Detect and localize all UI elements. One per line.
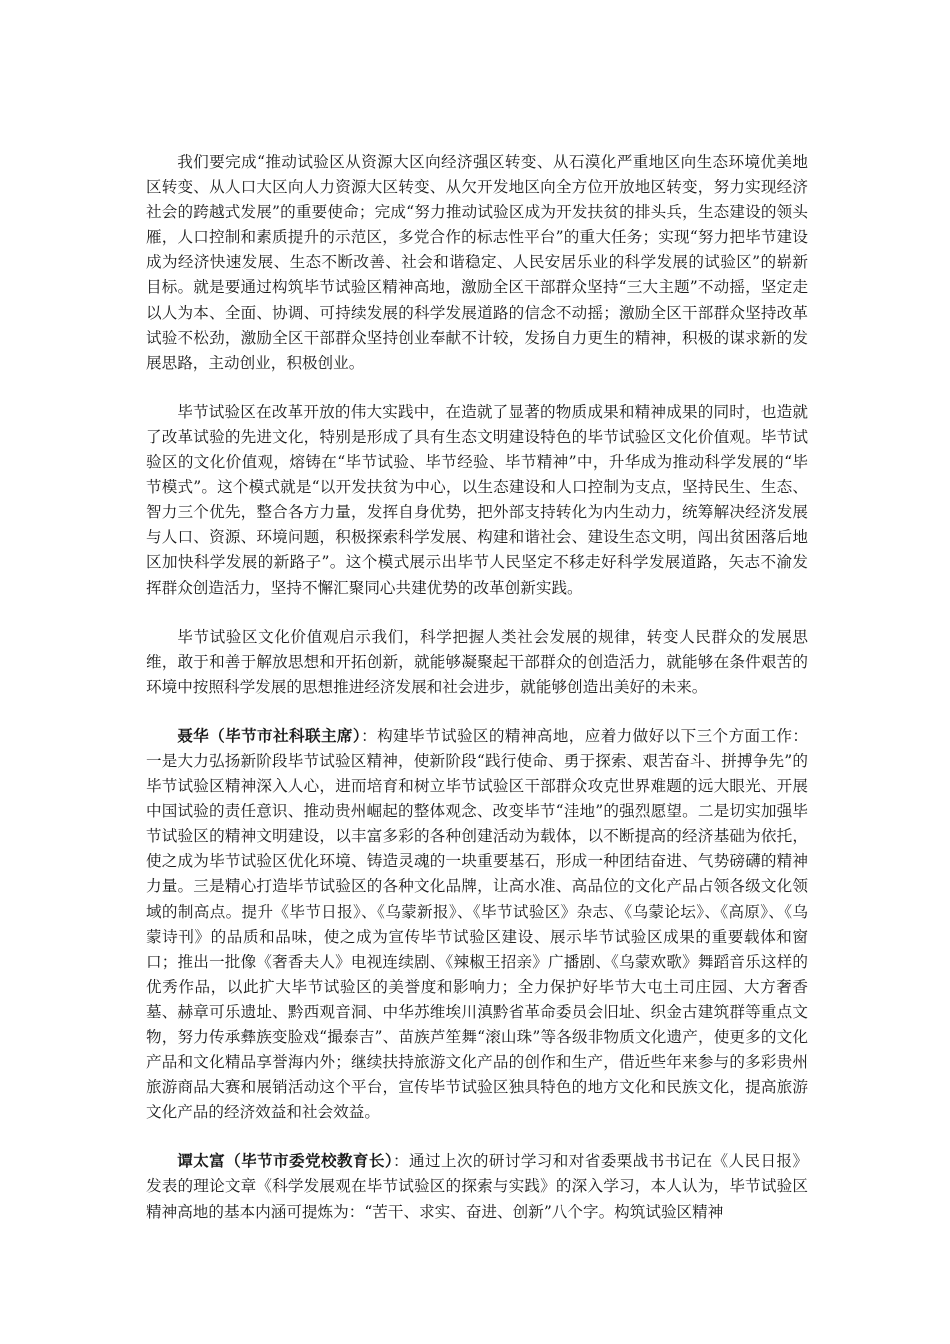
paragraph-text: ：构建毕节试验区的精神高地，应着力做好以下三个方面工作：一是大力弘扬新阶段毕节试验区精神，使新阶段“践行使命、勇于探索、艰苦奋斗、拼搏争先”的毕节试验区精神深入人心，进而培育和树立毕节试验区干部群众攻克世界难题的远大眼光、开展中国试验的责任意识、推动贵州崛起的整体观念、改变毕节“洼地”的强烈愿望。二是切实加强毕节试验区的精神文明建设，以丰富多彩的各种创建活动为载体，以不断提高的经济基础为依托，使之成为毕节试验区优化环境、铸造灵魂的一块重要基石，形成一种团结奋进、气势磅礴的精神力量。三是精心打造毕节试验区的各种文化品牌，让高水准、高品位的文化产品占领各级文化领域的制高点。提升《毕节日报》、《乌蒙新报》、《毕节试验区》杂志、《乌蒙论坛》、《高原》、《乌蒙诗刊》的品质和品味，使之成为宣传毕节试验区建设、展示毕节试验区成果的重要载体和窗口；推出一批像《奢香夫人》电视连续剧、《辣椒王招亲》广播剧、《乌蒙欢歌》舞蹈音乐这样的优秀作品，以此扩大毕节试验区的美誉度和影响力；全力保护好毕节大屯土司庄园、大方奢香墓、赫章可乐遗址、黔西观音洞、中华苏维埃川滇黔省革命委员会旧址、织金古建筑群等重点文物，努力传承彝族变脸戏“撮泰吉”、苗族芦笙舞“滚山珠”等各级非物质文化遗产，使更多的文化产品和文化精品享誉海内外；继续扶持旅游文化产品的创作和生产，借近些年来参与的多彩贵州旅游商品大赛和展销活动这个平台，宣传毕节试验区独具特色的地方文化和民族文化，提高旅游文化产品的经济效益和社会效益。 (146, 726, 808, 1122)
speaker-name: 谭太富（毕节市委党校教育长） (177, 1152, 394, 1171)
paragraph-mission (146, 150, 808, 376)
speaker-name: 聂华（毕节市社科联主席） (177, 726, 362, 745)
paragraph-inspiration (146, 625, 808, 700)
paragraph-text: 毕节试验区在改革开放的伟大实践中，在造就了显著的物质成果和精神成果的同时，也造就了改革试验的先进文化，特别是形成了具有生态文明建设特色的毕节试验区文化价值观。毕节试验区的文化价值观，熔铸在“毕节试验、毕节经验、毕节精神”中，升华成为推动科学发展的“毕节模式”。这个模式就是“以开发扶贫为中心，以生态建设和人口控制为支点，坚持民生、生态、智力三个优先，整合各方力量，发挥自身优势，把外部支持转化为内生动力，统筹解决经济发展与人口、资源、环境问题，积极探索科学发展、构建和谐社会、建设生态文明，闯出贫困落后地区加快科学发展的新路子”。这个模式展示出毕节人民坚定不移走好科学发展道路，矢志不渝发挥群众创造活力，坚持不懈汇聚同心共建优势的改革创新实践。 (146, 402, 808, 597)
paragraph-text: 毕节试验区文化价值观启示我们，科学把握人类社会发展的规律，转变人民群众的发展思维，敢于和善于解放思想和开拓创新，就能够凝聚起干部群众的创造活力，就能够在条件艰苦的环境中按照科学发展的思想推进经济发展和社会进步，就能够创造出美好的未来。 (146, 627, 808, 696)
document-page (146, 150, 808, 1249)
paragraph-bijie-model (146, 400, 808, 601)
paragraph-tan-taifu (146, 1149, 808, 1224)
paragraph-text: 我们要完成“推动试验区从资源大区向经济强区转变、从石漠化严重地区向生态环境优美地区转变、从人口大区向人力资源大区转变、从欠开发地区向全方位开放地区转变，努力实现经济社会的跨越式发展”的重要使命；完成“努力推动试验区成为开发扶贫的排头兵，生态建设的领头雁，人口控制和素质提升的示范区，多党合作的标志性平台”的重大任务；实现“努力把毕节建设成为经济快速发展、生态不断改善、社会和谐稳定、人民安居乐业的科学发展的试验区”的崭新目标。就是要通过构筑毕节试验区精神高地，激励全区干部群众坚持“三大主题”不动摇，坚定走以人为本、全面、协调、可持续发展的科学发展道路的信念不动摇；激励全区干部群众坚持改革试验不松劲，激励全区干部群众坚持创业奉献不计较，发扬自力更生的精神，积极的谋求新的发展思路，主动创业，积极创业。 (146, 153, 808, 372)
paragraph-text: ：通过上次的研讨学习和对省委栗战书书记在《人民日报》发表的理论文章《科学发展观在毕节试验区的探索与实践》的深入学习，本人认为，毕节试验区精神高地的基本内涵可提炼为：“苦干、求实、奋进、创新”八个字。构筑试验区精神 (146, 1152, 808, 1221)
paragraph-nie-hua (146, 724, 808, 1126)
